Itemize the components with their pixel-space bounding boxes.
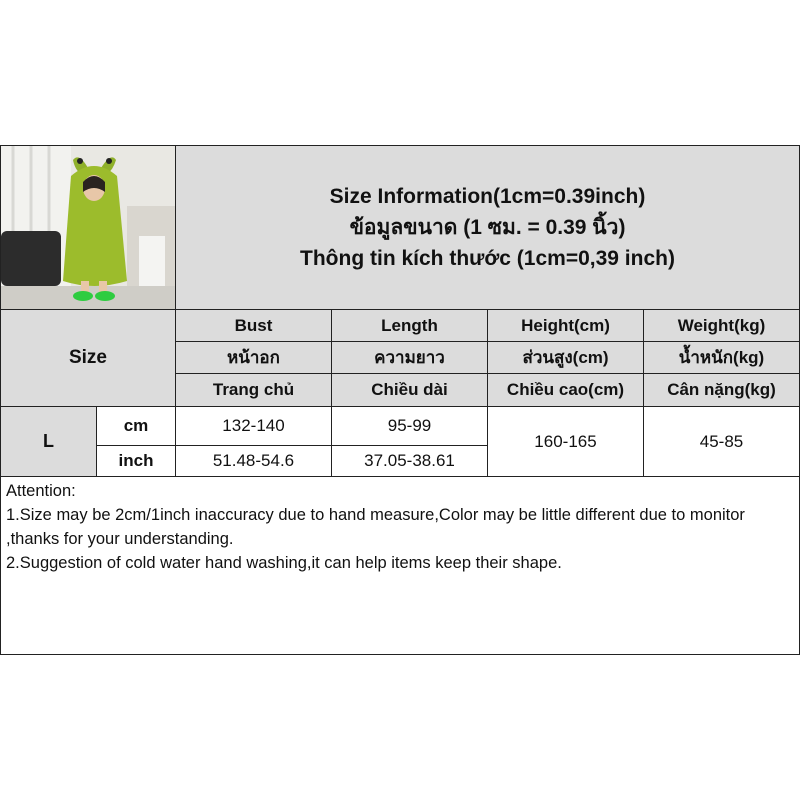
col-header-length-en: Length <box>331 309 488 342</box>
header-title-th: ข้อมูลขนาด (1 ซม. = 0.39 นิ้ว) <box>349 216 626 239</box>
col-header-weight-en: Weight(kg) <box>643 309 800 342</box>
col-header-height-th: ส่วนสูง(cm) <box>487 341 644 374</box>
weight-value: 45-85 <box>643 406 800 477</box>
size-column-header: Size <box>0 309 176 407</box>
size-info-header <box>175 145 800 310</box>
col-header-bust-th: หน้าอก <box>175 341 332 374</box>
col-header-bust-vi: Trang chủ <box>175 373 332 407</box>
attention-note-1: 1.Size may be 2cm/1inch inaccuracy due to hand measure,Color may be little different due to monitor ,thanks for your understanding. <box>6 506 745 548</box>
col-header-weight-th: น้ำหนัก(kg) <box>643 341 800 374</box>
size-value-L: L <box>0 406 97 477</box>
length-inch-value: 37.05-38.61 <box>331 445 488 477</box>
col-header-weight-vi: Cân nặng(kg) <box>643 373 800 407</box>
size-chart <box>0 145 800 655</box>
bust-cm-value: 132-140 <box>175 406 332 446</box>
attention-note-2: 2.Suggestion of cold water hand washing,it can help items keep their shape. <box>6 554 562 572</box>
header-title-en: Size Information(1cm=0.39inch) <box>329 185 646 208</box>
attention-title: Attention: <box>6 482 76 500</box>
length-cm-value: 95-99 <box>331 406 488 446</box>
product-photo-icon <box>1 146 175 309</box>
header-title-vi: Thông tin kích thước (1cm=0,39 inch) <box>300 247 675 270</box>
product-photo <box>0 145 176 310</box>
col-header-bust-en: Bust <box>175 309 332 342</box>
col-header-height-en: Height(cm) <box>487 309 644 342</box>
unit-inch: inch <box>96 445 176 477</box>
col-header-height-vi: Chiều cao(cm) <box>487 373 644 407</box>
bust-inch-value: 51.48-54.6 <box>175 445 332 477</box>
height-value: 160-165 <box>487 406 644 477</box>
unit-cm: cm <box>96 406 176 446</box>
attention-notes <box>0 476 800 655</box>
col-header-length-th: ความยาว <box>331 341 488 374</box>
col-header-length-vi: Chiều dài <box>331 373 488 407</box>
